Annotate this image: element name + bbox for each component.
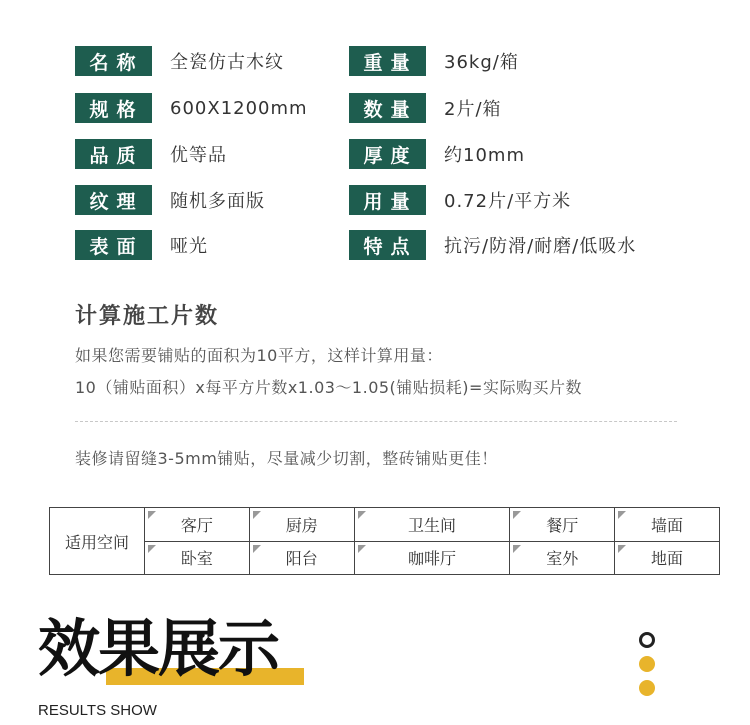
spec-value: 36kg/箱 bbox=[444, 52, 519, 73]
spec-row-weight bbox=[349, 46, 519, 76]
spec-value: 约10mm bbox=[444, 145, 525, 166]
yellow-dot-icon bbox=[639, 680, 655, 696]
install-note: 装修请留缝3-5mm铺贴，尽量减少切割，整砖铺贴更佳！ bbox=[75, 449, 498, 468]
spec-row-name bbox=[75, 46, 284, 76]
usage-cell: 咖啡厅 bbox=[354, 541, 510, 575]
spec-label: 用量 bbox=[349, 185, 426, 215]
spec-value: 0.72片/平方米 bbox=[444, 191, 572, 212]
spec-label: 规格 bbox=[75, 93, 152, 123]
spec-row-usage-amount bbox=[349, 185, 571, 215]
spec-row-features bbox=[349, 230, 636, 260]
usage-cell: 客厅 bbox=[145, 508, 250, 542]
usage-cell: 厨房 bbox=[249, 508, 354, 542]
results-title: 效果展示 bbox=[38, 612, 279, 685]
spec-row-texture bbox=[75, 185, 265, 215]
results-subtitle: RESULTS SHOW bbox=[38, 702, 157, 719]
usage-cell: 墙面 bbox=[615, 508, 720, 542]
table-row bbox=[50, 508, 720, 542]
dashed-divider bbox=[75, 421, 677, 422]
usage-cell: 地面 bbox=[615, 541, 720, 575]
spec-label: 重量 bbox=[349, 46, 426, 76]
spec-row-quantity bbox=[349, 93, 502, 123]
spec-row-quality bbox=[75, 139, 227, 169]
spec-value: 哑光 bbox=[170, 236, 208, 257]
spec-value: 优等品 bbox=[170, 145, 227, 166]
yellow-dot-icon bbox=[639, 656, 655, 672]
usage-header: 适用空间 bbox=[50, 508, 145, 575]
spec-label: 厚度 bbox=[349, 139, 426, 169]
spec-value: 随机多面版 bbox=[170, 191, 265, 212]
ring-dot-icon bbox=[639, 632, 655, 648]
spec-row-thickness bbox=[349, 139, 525, 169]
spec-value: 抗污/防滑/耐磨/低吸水 bbox=[444, 236, 637, 257]
spec-label: 表面 bbox=[75, 230, 152, 260]
usage-cell: 阳台 bbox=[249, 541, 354, 575]
calc-title: 计算施工片数 bbox=[75, 304, 220, 329]
usage-cell: 卫生间 bbox=[354, 508, 510, 542]
spec-label: 特点 bbox=[349, 230, 426, 260]
spec-label: 纹理 bbox=[75, 185, 152, 215]
spec-value: 600X1200mm bbox=[170, 97, 308, 119]
table-row bbox=[50, 541, 720, 575]
spec-value: 2片/箱 bbox=[444, 99, 502, 120]
spec-row-size bbox=[75, 93, 308, 123]
spec-label: 品质 bbox=[75, 139, 152, 169]
usage-cell: 卧室 bbox=[145, 541, 250, 575]
spec-label: 名称 bbox=[75, 46, 152, 76]
usage-table bbox=[49, 507, 720, 575]
usage-cell: 餐厅 bbox=[510, 508, 615, 542]
spec-label: 数量 bbox=[349, 93, 426, 123]
spec-value: 全瓷仿古木纹 bbox=[170, 52, 284, 73]
usage-cell: 室外 bbox=[510, 541, 615, 575]
calc-line-1: 如果您需要铺贴的面积为10平方，这样计算用量： bbox=[75, 346, 443, 365]
calc-line-2: 10（铺贴面积）x每平方片数x1.03～1.05(铺贴损耗)=实际购买片数 bbox=[75, 378, 582, 397]
spec-row-surface bbox=[75, 230, 208, 260]
